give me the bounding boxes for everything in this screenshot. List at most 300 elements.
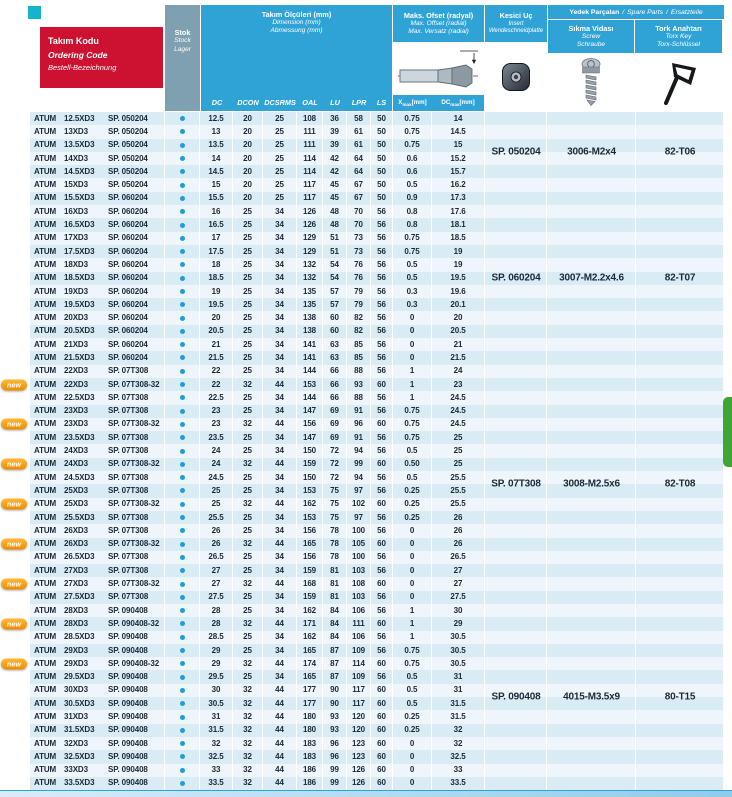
insert-ref: SP. 090408 <box>108 698 148 708</box>
xmax-cell: 0 <box>393 737 432 750</box>
ordering-code-en: Ordering Code <box>48 49 108 60</box>
tool-code <box>30 125 165 138</box>
dcmax-cell: 32 <box>432 724 485 737</box>
stock-cell <box>165 524 200 537</box>
lpr-cell: 79 <box>347 285 371 298</box>
stock-cell <box>165 737 200 750</box>
torx-cell <box>636 710 724 723</box>
torx-title-tr: Tork Anahtarı <box>655 23 702 33</box>
stock-dot <box>180 422 185 427</box>
stock-cell <box>165 285 200 298</box>
xmax-cell: 0 <box>393 325 432 338</box>
torx-cell <box>636 218 724 231</box>
tool-code <box>30 684 165 697</box>
dcon-cell: 32 <box>233 418 263 431</box>
xmax-cell: 0.6 <box>393 152 432 165</box>
torx-cell <box>636 458 724 471</box>
ls-cell: 56 <box>371 365 393 378</box>
dc-cell: 15.5 <box>200 192 233 205</box>
stock-dot <box>180 129 185 134</box>
dc-cell: 25.5 <box>200 511 233 524</box>
insert-cell <box>485 205 547 218</box>
dcsrms-cell: 25 <box>263 125 297 138</box>
dcon-cell: 20 <box>233 112 263 125</box>
brand-prefix: ATUM <box>34 392 57 402</box>
torx-group-label: 82-T07 <box>664 272 696 284</box>
dimensions-title-en: Dimension (mm) <box>272 19 321 27</box>
oal-cell: 153 <box>297 378 323 391</box>
dc-cell: 26 <box>200 538 233 551</box>
tool-code <box>30 471 165 484</box>
torx-group-label: 82-T08 <box>664 478 696 490</box>
dcmax-cell: 32.5 <box>432 750 485 763</box>
screw-cell <box>547 498 636 511</box>
dcmax-cell: 24.5 <box>432 418 485 431</box>
tool-size: 32.5XD3 <box>64 751 95 761</box>
insert-cell <box>485 724 547 737</box>
insert-ref: SP. 07T308 <box>108 406 149 416</box>
oal-cell: 144 <box>297 391 323 404</box>
tool-size: 14.5XD3 <box>64 166 95 176</box>
dcmax-cell: 33 <box>432 764 485 777</box>
tool-size: 19XD3 <box>64 286 88 296</box>
ls-cell: 56 <box>371 351 393 364</box>
insert-ref: SP. 060204 <box>108 273 148 283</box>
dcmax-cell: 27 <box>432 564 485 577</box>
oal-cell: 156 <box>297 551 323 564</box>
stock-cell <box>165 205 200 218</box>
lu-cell: 78 <box>323 551 347 564</box>
lpr-cell: 126 <box>347 764 371 777</box>
dcsrms-cell: 34 <box>263 631 297 644</box>
lu-cell: 81 <box>323 577 347 590</box>
torx-cell <box>636 378 724 391</box>
ls-cell: 56 <box>371 604 393 617</box>
dc-cell: 23 <box>200 418 233 431</box>
screw-cell <box>547 165 636 178</box>
stock-label-de: Lager <box>174 46 191 54</box>
screw-cell <box>547 538 636 551</box>
dc-cell: 31 <box>200 710 233 723</box>
dimensions-title-de: Abmessung (mm) <box>270 27 323 35</box>
brand-prefix: ATUM <box>34 352 57 362</box>
stock-cell <box>165 670 200 683</box>
table-row <box>6 538 724 551</box>
stock-dot <box>180 209 185 214</box>
separator: / <box>622 8 625 16</box>
screw-cell <box>547 577 636 590</box>
ls-cell: 60 <box>371 684 393 697</box>
insert-group-label: SP. 060204 <box>491 272 541 284</box>
stock-cell <box>165 378 200 391</box>
insert-ref: SP. 060204 <box>108 259 148 269</box>
stock-dot <box>180 449 185 454</box>
tool-size: 20.5XD3 <box>64 326 95 336</box>
screw-title-en: Screw <box>581 32 601 40</box>
torx-cell <box>636 724 724 737</box>
table-row <box>30 405 724 418</box>
stock-cell <box>165 192 200 205</box>
tool-size: 30.5XD3 <box>64 698 95 708</box>
dcsrms-cell: 25 <box>263 178 297 191</box>
ls-cell: 60 <box>371 737 393 750</box>
insert-cell <box>485 311 547 324</box>
lpr-cell: 76 <box>347 272 371 285</box>
tool-offset-illustration <box>393 42 484 95</box>
lu-cell: 39 <box>323 139 347 152</box>
tool-size: 22XD3 <box>64 379 88 389</box>
col-label-ls: LS <box>376 98 387 107</box>
dcon-cell: 32 <box>233 577 263 590</box>
oal-cell: 177 <box>297 684 323 697</box>
tool-size: 24.5XD3 <box>64 472 95 482</box>
stock-cell <box>165 311 200 324</box>
dcmax-cell: 15.7 <box>432 165 485 178</box>
screw-cell <box>547 365 636 378</box>
tool-code <box>30 378 165 391</box>
torx-cell <box>636 750 724 763</box>
stock-dot <box>180 475 185 480</box>
brand-prefix: ATUM <box>34 778 57 788</box>
stock-dot <box>180 555 185 560</box>
ls-cell: 60 <box>371 710 393 723</box>
xmax-cell: 0.25 <box>393 511 432 524</box>
lu-cell: 66 <box>323 391 347 404</box>
dcmax-cell: 31 <box>432 670 485 683</box>
tool-code <box>30 365 165 378</box>
torx-cell <box>636 604 724 617</box>
dcon-cell: 25 <box>233 591 263 604</box>
stock-dot <box>180 143 185 148</box>
insert-ref: SP. 050204 <box>108 126 148 136</box>
lpr-cell: 79 <box>347 298 371 311</box>
table-row <box>30 165 724 178</box>
lu-cell: 84 <box>323 617 347 630</box>
max-offset-title-tr: Maks. Ofset (radyal) <box>403 10 474 20</box>
stock-dot <box>180 781 185 786</box>
dc-cell: 24 <box>200 458 233 471</box>
tool-code <box>30 165 165 178</box>
lu-cell: 51 <box>323 232 347 245</box>
dc-cell: 19 <box>200 285 233 298</box>
dcmax-cell: 26 <box>432 524 485 537</box>
lu-cell: 45 <box>323 178 347 191</box>
oal-cell: 117 <box>297 178 323 191</box>
tool-code <box>30 750 165 763</box>
insert-ref: SP. 060204 <box>108 233 148 243</box>
dc-cell: 26.5 <box>200 551 233 564</box>
xmax-cell: 0 <box>393 338 432 351</box>
oal-cell: 159 <box>297 458 323 471</box>
ls-cell: 56 <box>371 551 393 564</box>
tool-size: 28.5XD3 <box>64 632 95 642</box>
dcmax-cell: 20 <box>432 311 485 324</box>
stock-dot <box>180 169 185 174</box>
stock-dot <box>180 661 185 666</box>
lu-cell: 72 <box>323 471 347 484</box>
screw-cell <box>547 604 636 617</box>
dcsrms-cell: 34 <box>263 205 297 218</box>
brand-prefix: ATUM <box>34 446 57 456</box>
ls-cell: 56 <box>371 232 393 245</box>
ls-cell: 56 <box>371 524 393 537</box>
insert-ref: SP. 060204 <box>108 326 148 336</box>
dc-cell: 28 <box>200 617 233 630</box>
stock-cell <box>165 724 200 737</box>
xmax-cell: 0 <box>393 564 432 577</box>
tool-size: 20XD3 <box>64 313 88 323</box>
oal-cell: 159 <box>297 591 323 604</box>
table-row <box>30 777 724 790</box>
tool-size: 31XD3 <box>64 712 88 721</box>
dcmax-cell: 20.1 <box>432 298 485 311</box>
tool-code <box>30 764 165 777</box>
screw-cell <box>547 378 636 391</box>
dcsrms-cell: 34 <box>263 405 297 418</box>
dcsrms-cell: 44 <box>263 418 297 431</box>
table-row <box>30 724 724 737</box>
stock-dot <box>180 741 185 746</box>
xmax-cell: 0.75 <box>393 232 432 245</box>
dc-cell: 13.5 <box>200 139 233 152</box>
torx-cell <box>636 670 724 683</box>
stock-dot <box>180 302 185 307</box>
dcon-cell: 25 <box>233 524 263 537</box>
oal-cell: 168 <box>297 577 323 590</box>
lu-cell: 75 <box>323 511 347 524</box>
ls-cell: 60 <box>371 577 393 590</box>
dcmax-cell: 19 <box>432 245 485 258</box>
xmax-cell: 1 <box>393 631 432 644</box>
lu-cell: 63 <box>323 338 347 351</box>
dcsrms-cell: 34 <box>263 484 297 497</box>
dc-cell: 18.5 <box>200 272 233 285</box>
dc-cell: 33.5 <box>200 777 233 790</box>
tool-code <box>30 232 165 245</box>
dcmax-cell: 30 <box>432 604 485 617</box>
stock-cell <box>165 591 200 604</box>
table-row <box>30 710 724 723</box>
insert-ref: SP. 07T308-32 <box>108 459 160 469</box>
lpr-cell: 97 <box>347 484 371 497</box>
ls-cell: 56 <box>371 391 393 404</box>
lu-cell: 78 <box>323 538 347 551</box>
tool-code <box>30 577 165 590</box>
stock-dot <box>180 621 185 626</box>
lpr-cell: 99 <box>347 458 371 471</box>
xmax-cell: 0 <box>393 524 432 537</box>
screw-cell <box>547 311 636 324</box>
stock-dot <box>180 355 185 360</box>
brand-prefix: ATUM <box>34 419 57 429</box>
ls-cell: 56 <box>371 298 393 311</box>
screw-title-de: Schraube <box>576 41 606 49</box>
insert-cell <box>485 777 547 790</box>
screw-cell <box>547 338 636 351</box>
stock-cell <box>165 511 200 524</box>
screw-cell <box>547 551 636 564</box>
insert-cell <box>485 498 547 511</box>
screw-cell <box>547 285 636 298</box>
dcsrms-cell: 34 <box>263 218 297 231</box>
ls-cell: 60 <box>371 378 393 391</box>
oal-cell: 126 <box>297 218 323 231</box>
screw-cell <box>547 458 636 471</box>
tool-size: 13.5XD3 <box>64 140 95 150</box>
dcmax-cell: 20.5 <box>432 325 485 338</box>
lu-cell: 81 <box>323 591 347 604</box>
dc-cell: 23.5 <box>200 431 233 444</box>
new-badge: new <box>1 658 27 669</box>
lpr-cell: 61 <box>347 139 371 152</box>
new-badge: new <box>1 459 27 470</box>
lpr-cell: 94 <box>347 471 371 484</box>
oal-cell: 165 <box>297 644 323 657</box>
insert-ref: SP. 07T308 <box>108 592 149 602</box>
table-row <box>30 311 724 324</box>
dcmax-cell: 27.5 <box>432 591 485 604</box>
lu-cell: 45 <box>323 192 347 205</box>
oal-cell: 114 <box>297 152 323 165</box>
dc-cell: 17.5 <box>200 245 233 258</box>
lpr-cell: 64 <box>347 152 371 165</box>
insert-ref: SP. 090408 <box>108 751 148 761</box>
dcsrms-cell: 34 <box>263 524 297 537</box>
lu-cell: 99 <box>323 764 347 777</box>
dcmax-cell: 14 <box>432 112 485 125</box>
dcmax-cell: 31.5 <box>432 710 485 723</box>
dcmax-cell: 23 <box>432 378 485 391</box>
dcon-cell: 32 <box>233 737 263 750</box>
tool-size: 31.5XD3 <box>64 725 95 735</box>
dcsrms-cell: 44 <box>263 684 297 697</box>
xmax-cell: 0.50 <box>393 458 432 471</box>
dcsrms-cell: 44 <box>263 498 297 511</box>
lu-cell: 93 <box>323 724 347 737</box>
ls-cell: 56 <box>371 272 393 285</box>
stock-dot <box>180 701 185 706</box>
lpr-cell: 106 <box>347 604 371 617</box>
stock-dot <box>180 462 185 467</box>
dcsrms-cell: 34 <box>263 670 297 683</box>
tool-code <box>30 205 165 218</box>
stock-cell <box>165 391 200 404</box>
insert-group-label: SP. 090408 <box>491 691 541 703</box>
tool-size: 12.5XD3 <box>64 113 95 123</box>
insert-ref: SP. 060204 <box>108 206 148 216</box>
brand-prefix: ATUM <box>34 725 57 735</box>
xmax-cell: 1 <box>393 617 432 630</box>
tool-code <box>30 298 165 311</box>
dcon-cell: 25 <box>233 670 263 683</box>
lpr-cell: 96 <box>347 418 371 431</box>
tool-code <box>30 272 165 285</box>
stock-dot <box>180 435 185 440</box>
screw-cell <box>547 391 636 404</box>
torx-cell <box>636 351 724 364</box>
tool-size: 28XD3 <box>64 618 88 628</box>
new-badge: new <box>1 419 27 430</box>
lu-cell: 75 <box>323 498 347 511</box>
lu-cell: 57 <box>323 285 347 298</box>
tool-code <box>30 538 165 551</box>
dimensions-header <box>201 5 392 111</box>
torx-title-en: Torx Key <box>665 32 692 40</box>
col-label-dc: DC <box>211 98 223 107</box>
dcmax-cell: 25.5 <box>432 498 485 511</box>
tool-code <box>30 777 165 790</box>
dcmax-cell: 19 <box>432 258 485 271</box>
lu-cell: 84 <box>323 604 347 617</box>
tool-code <box>30 644 165 657</box>
tool-size: 29XD3 <box>64 658 88 668</box>
dcon-cell: 25 <box>233 644 263 657</box>
stock-cell <box>165 338 200 351</box>
lpr-cell: 111 <box>347 617 371 630</box>
screw-cell <box>547 750 636 763</box>
stock-cell <box>165 657 200 670</box>
torx-column-header <box>635 20 722 111</box>
stock-cell <box>165 165 200 178</box>
xmax-cell: 0.25 <box>393 710 432 723</box>
dcsrms-cell: 25 <box>263 192 297 205</box>
tool-size: 21XD3 <box>64 339 88 349</box>
oal-cell: 159 <box>297 564 323 577</box>
insert-ref: SP. 07T308-32 <box>108 539 160 549</box>
dcmax-cell: 30.5 <box>432 631 485 644</box>
ls-cell: 60 <box>371 724 393 737</box>
lu-cell: 78 <box>323 524 347 537</box>
dc-cell: 26 <box>200 524 233 537</box>
screw-cell <box>547 617 636 630</box>
insert-ref: SP. 090408 <box>108 778 148 788</box>
dcon-cell: 25 <box>233 205 263 218</box>
lpr-cell: 85 <box>347 338 371 351</box>
ls-cell: 56 <box>371 405 393 418</box>
ls-cell: 56 <box>371 205 393 218</box>
dcon-cell: 25 <box>233 444 263 457</box>
torx-group-label: 82-T06 <box>664 146 696 158</box>
screw-cell <box>547 777 636 790</box>
stock-cell <box>165 152 200 165</box>
dcmax-cell: 32 <box>432 737 485 750</box>
brand-prefix: ATUM <box>34 605 57 615</box>
dcmax-cell: 26.5 <box>432 551 485 564</box>
tool-size: 17XD3 <box>64 233 88 243</box>
brand-prefix: ATUM <box>34 539 57 549</box>
table-row <box>30 112 724 125</box>
dc-cell: 15 <box>200 178 233 191</box>
torx-title <box>635 20 722 53</box>
lpr-cell: 91 <box>347 405 371 418</box>
table-row <box>30 524 724 537</box>
stock-dot <box>180 262 185 267</box>
xmax-cell: 0.5 <box>393 697 432 710</box>
oal-cell: 180 <box>297 724 323 737</box>
insert-ref: SP. 050204 <box>108 166 148 176</box>
dcsrms-cell: 34 <box>263 338 297 351</box>
oal-cell: 132 <box>297 272 323 285</box>
stock-dot <box>180 515 185 520</box>
dc-cell: 29 <box>200 644 233 657</box>
dcmax-cell: 24 <box>432 365 485 378</box>
dc-cell: 29 <box>200 657 233 670</box>
tool-code <box>30 591 165 604</box>
dcmax-cell: 17.3 <box>432 192 485 205</box>
torx-cell <box>636 737 724 750</box>
stock-dot <box>180 528 185 533</box>
lpr-cell: 73 <box>347 245 371 258</box>
